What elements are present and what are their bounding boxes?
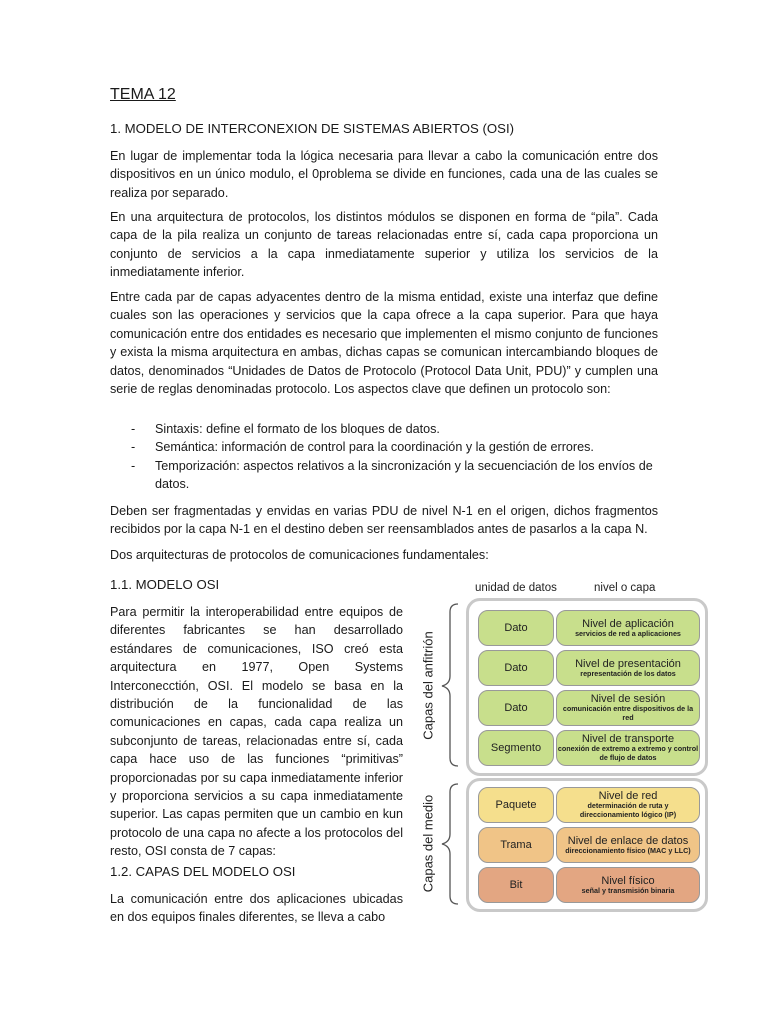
layer-unit: Dato	[478, 610, 554, 646]
layer-description: determinación de ruta y direccionamiento lógico (IP)	[579, 801, 677, 819]
layer-description: servicios de red a aplicaciones	[575, 628, 681, 638]
layer-level	[556, 827, 700, 863]
paragraph-interface: Entre cada par de capas adyacentes dentro de la misma entidad, existe una interfaz que define cuales son las operaciones y servicios que la capa ofrece a la capa superior. Para que haya comunicación entre dos entidades es necesario que implementen el mismo conjunto de funciones y exista la misma arquitectura en ambas, dichas capas se comunican intercambiando bloques de datos, denominados “Unidades de Datos de Protocolo (Protocol Data Unit, PDU)” y cumplen una serie de reglas denominadas protocolo. Los aspectos clave que definen un protocolo son:	[110, 290, 658, 397]
layer-name: Nivel de transporte	[581, 733, 675, 746]
layer-description: comunicación entre dispositivos de la red	[562, 704, 694, 722]
page-title: TEMA 12	[110, 86, 176, 103]
layer-level	[556, 730, 700, 766]
section-heading-modelo-osi: 1.1. MODELO OSI	[110, 577, 220, 592]
layer-unit: Bit	[478, 867, 554, 903]
layer-unit: Paquete	[478, 787, 554, 823]
media-bracket	[442, 784, 458, 904]
layer-description: representación de los datos	[580, 668, 676, 678]
level-column-label: nivel o capa	[594, 582, 656, 594]
section-heading-capas-osi: 1.2. CAPAS DEL MODELO OSI	[110, 864, 296, 879]
list-item	[110, 420, 658, 438]
host-layers-group	[466, 598, 708, 776]
osi-layers-figure	[410, 576, 710, 906]
layer-level	[556, 867, 700, 903]
unit-column-label: unidad de datos	[475, 582, 557, 594]
bullet-dash: -	[131, 422, 136, 436]
layer-unit: Segmento	[478, 730, 554, 766]
list-item-text: Temporización: aspectos relativos a la sincronización y la secuenciación de los envíos de datos.	[155, 458, 653, 492]
layer-unit: Dato	[478, 650, 554, 686]
layer-level	[556, 650, 700, 686]
list-item	[110, 438, 658, 456]
list-item-text: Semántica: información de control para la coordinación y la gestión de errores.	[155, 440, 594, 455]
group-brackets	[436, 598, 462, 908]
section-heading-osi-model: 1. MODELO DE INTERCONEXION DE SISTEMAS ABIERTOS (OSI)	[110, 121, 515, 136]
list-item	[110, 457, 658, 494]
layer-name: Nivel de enlace de datos	[567, 834, 689, 847]
layer-name: Nivel de presentación	[575, 657, 681, 670]
layer-description: direccionamiento físico (MAC y LLC)	[565, 845, 691, 855]
layer-name: Nivel físico	[601, 874, 655, 887]
layer-name: Nivel de sesión	[590, 693, 666, 706]
host-layers-label: Capas del anfitrión	[420, 631, 436, 740]
paragraph-architectures: Dos arquitecturas de protocolos de comunicaciones fundamentales:	[110, 548, 489, 562]
bullet-dash: -	[131, 440, 136, 455]
paragraph-capas-intro: La comunicación entre dos aplicaciones ubicadas en dos equipos finales diferentes, se lleva a cabo	[110, 892, 403, 925]
paragraph-protocol-stack: En una arquitectura de protocolos, los distintos módulos se disponen en forma de “pila”. Cada capa de la pila realiza un conjunto de tareas relacionadas entre sí, cada capa proporciona un conjunto de servicios a la capa inmediatamente superior y utiliza los servicios de la inmediatamente inferior.	[110, 210, 658, 280]
paragraph-fragmentation: Deben ser fragmentadas y envidas en varias PDU de nivel N-1 en el origen, dichos fragmentos recibidos por la capa N-1 en el destino deben ser reensamblados antes de pasarlos a la capa N.	[110, 504, 658, 537]
media-layers-label: Capas del medio	[420, 794, 436, 893]
layer-description: señal y transmisión binaria	[581, 885, 675, 895]
layer-unit: Trama	[478, 827, 554, 863]
list-item-text: Sintaxis: define el formato de los bloques de datos.	[155, 422, 440, 436]
paragraph-intro: En lugar de implementar toda la lógica necesaria para llevar a cabo la comunicación entre dos dispositivos en un único modulo, el 0problema se divide en funciones, cada una de las cuales se realiza por separado.	[110, 149, 658, 200]
bullet-dash: -	[131, 458, 136, 473]
layer-level	[556, 610, 700, 646]
layer-level	[556, 690, 700, 726]
media-layers-group	[466, 778, 708, 912]
layer-name: Nivel de aplicación	[582, 617, 674, 630]
layer-level	[556, 787, 700, 823]
host-bracket	[442, 604, 458, 766]
paragraph-osi-description: Para permitir la interoperabilidad entre equipos de diferentes fabricantes se han desarrollado estándares de comunicaciones, ISO creó esta arquitectura en 1977, Open Systems Interconecctión, OSI. El modelo se basa en la distribución de la funcionalidad de las comunicaciones en capas, cada capa realiza un subconjunto de tareas, relacionadas entre sí, cada capa hace uso de las funciones “primitivas” proporcionadas por su capa inmediatamente inferior y proporciona servicios a su capa inmediatamente superior. Las capas permiten que un cambio en kun protocolo de una capa no afecte a los protocolos del resto, OSI consta de 7 capas:	[110, 605, 403, 859]
protocol-aspects-list	[110, 420, 658, 494]
layer-name: Nivel de red	[598, 790, 658, 803]
layer-description: conexión de extremo a extremo y control de flujo de datos	[557, 744, 699, 762]
layer-unit: Dato	[478, 690, 554, 726]
